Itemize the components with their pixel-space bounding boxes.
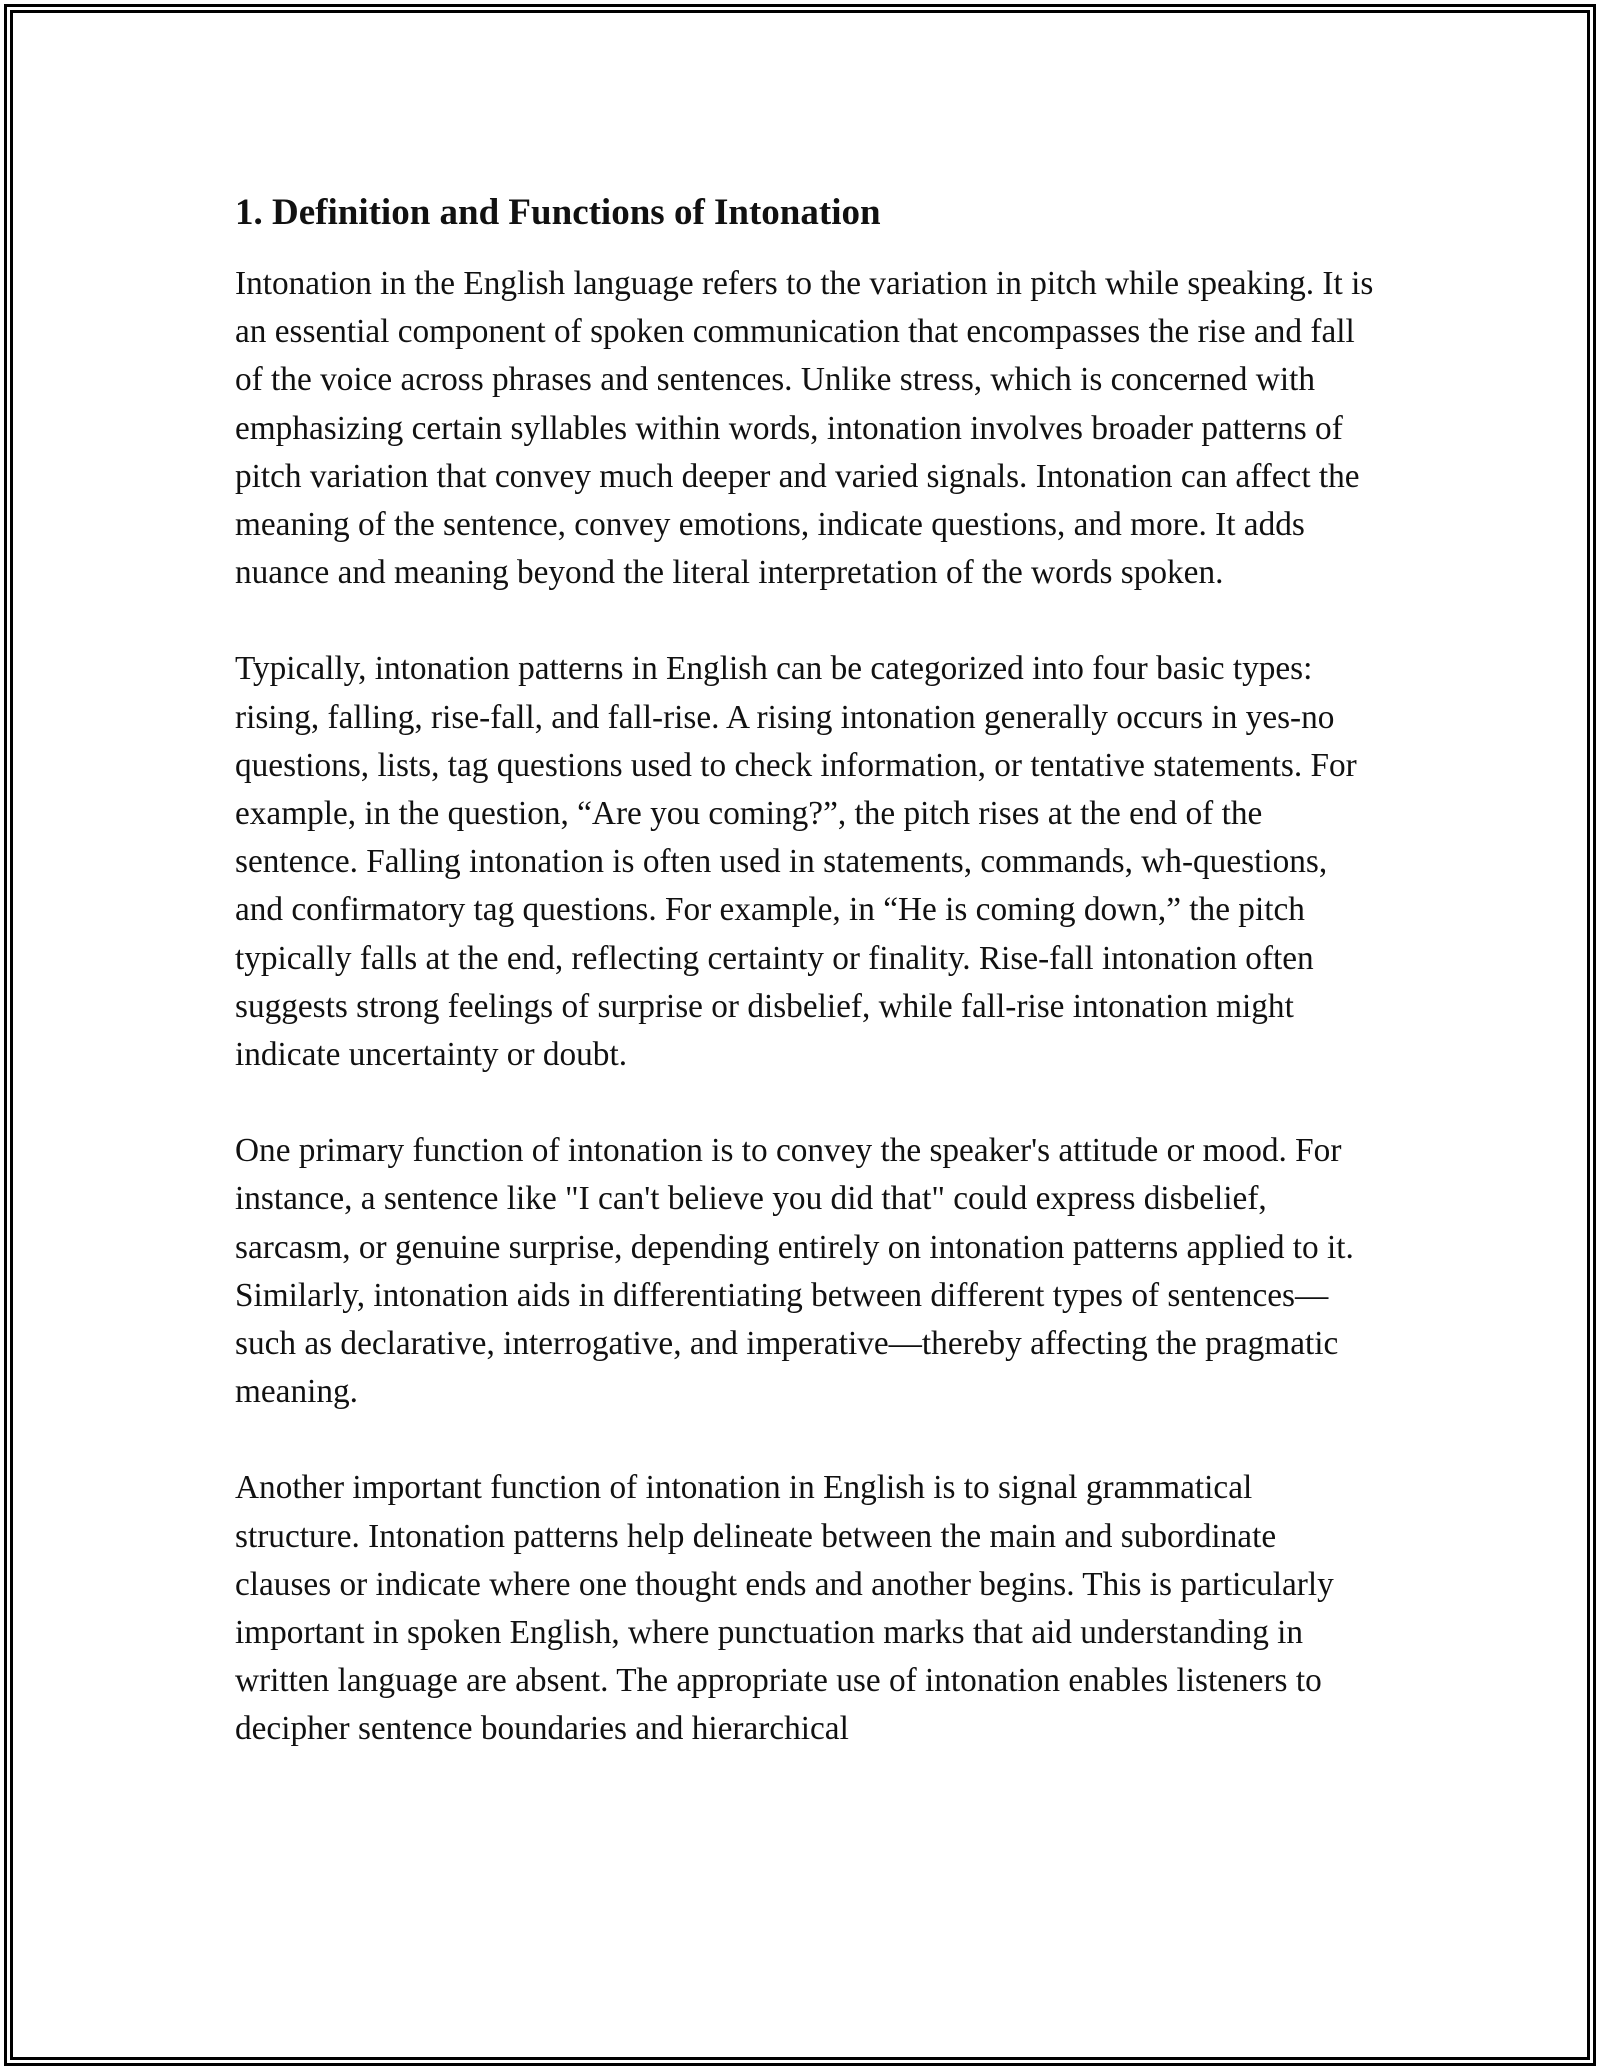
document-body bbox=[235, 186, 1375, 1754]
paragraph-3: One primary function of intonation is to convey the speaker's attitude or mood. For instance, a sentence like "I can't believe you did that" could express disbelief, sarcasm, or genuine surprise, depending entirely on intonation patterns applied to it. Similarly, intonation aids in differentiating between different types of sentences—such as declarative, interrogative, and imperative—thereby affecting the pragmatic meaning. bbox=[235, 1132, 1354, 1411]
paragraph-2: Typically, intonation patterns in English can be categorized into four basic types: rising, falling, rise-fall, and fall-rise. A rising intonation generally occurs in yes-no questions, lists, tag questions used to check information, or tentative statements. For example, in the question, “Are you coming?”, the pitch rises at the end of the sentence. Falling intonation is often used in statements, commands, wh-questions, and confirmatory tag questions. For example, in “He is coming down,” the pitch typically falls at the end, reflecting certainty or finality. Rise-fall intonation often suggests strong feelings of surprise or disbelief, while fall-rise intonation might indicate uncertainty or doubt. bbox=[235, 650, 1357, 1074]
section-heading: 1. Definition and Functions of Intonation bbox=[235, 192, 881, 233]
paragraph-1: Intonation in the English language refers to the variation in pitch while speaking. It is an essential component of spoken communication that encompasses the rise and fall of the voice across phrases and sentences. Unlike stress, which is concerned with emphasizing certain syllables within words, intonation involves broader patterns of pitch variation that convey much deeper and varied signals. Intonation can affect the meaning of the sentence, convey emotions, indicate questions, and more. It adds nuance and meaning beyond the literal interpretation of the words spoken. bbox=[235, 265, 1374, 592]
paragraph-4: Another important function of intonation in English is to signal grammatical structure. Intonation patterns help delineate between the main and subordinate clauses or indicate where one thought ends and another begins. This is particularly important in spoken English, where punctuation marks that aid understanding in written language are absent. The appropriate use of intonation enables listeners to decipher sentence boundaries and hierarchical bbox=[235, 1469, 1334, 1748]
